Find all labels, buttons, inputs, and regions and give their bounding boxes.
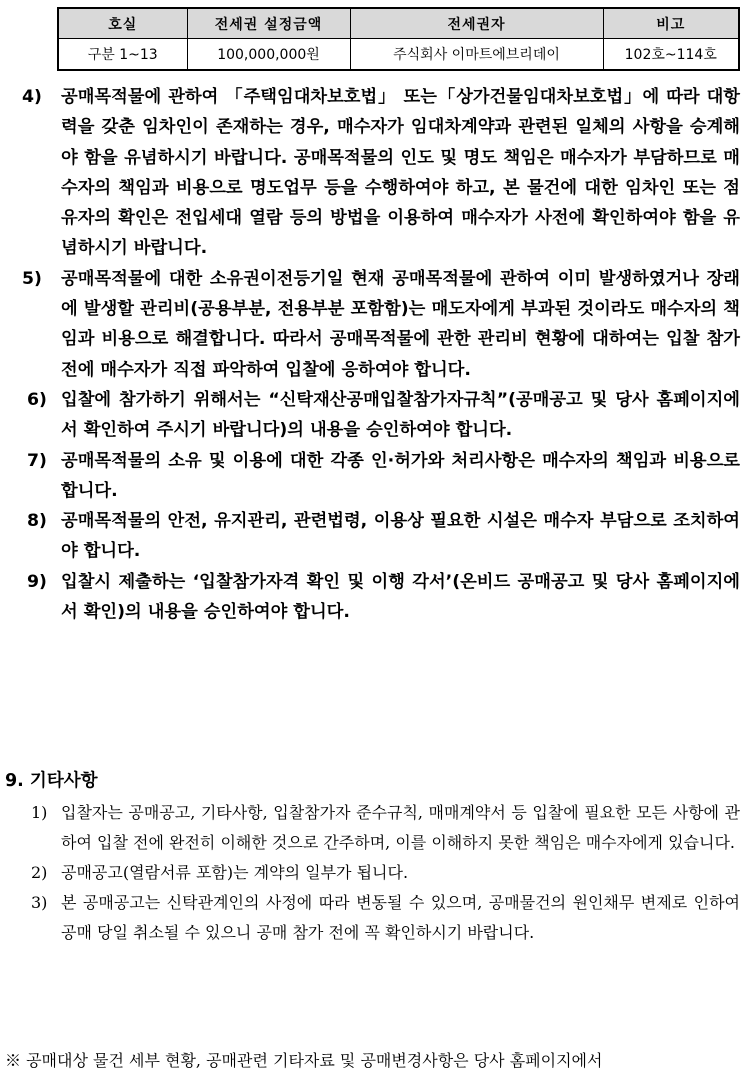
list-item xyxy=(0,385,747,446)
item-number: 1) xyxy=(31,803,48,822)
lease-rights-table xyxy=(57,7,740,71)
item-text: 입찰시 제출하는 ‘입찰참가자격 확인 및 이행 각서’(온비드 공매공고 및 당사 홈페이지에서 확인)의 내용을 승인하여야 합니다. xyxy=(61,571,740,623)
list-item xyxy=(0,858,747,888)
item-text: 입찰에 참가하기 위해서는 “신탁재산공매입찰참가자규칙”(공매공고 및 당사 홈페이지에서 확인하여 주시기 바랍니다)의 내용을 승인하여야 합니다. xyxy=(61,389,740,441)
item-text: 공매목적물의 안전, 유지관리, 관련법령, 이용상 필요한 시설은 매수자 부담으로 조치하여야 합니다. xyxy=(61,511,740,562)
cell-lease-amount: 100,000,000원 xyxy=(187,39,350,71)
item-number: 3) xyxy=(31,893,48,912)
bidding-conditions-list xyxy=(0,82,747,627)
item-text: 본 공매공고는 신탁관계인의 사정에 따라 변동될 수 있으며, 공매물건의 원인채무 변제로 인하여 공매 당일 취소될 수 있으니 공매 참가 전에 꼭 확인하시기 바랍니다. xyxy=(61,893,740,942)
item-text: 공매목적물에 대한 소유권이전등기일 현재 공매목적물에 관하여 이미 발생하였거나 장래에 발생할 관리비(공용부분, 전용부분 포함함)는 매도자에게 부과된 것이라도 매수자의 책임과 비용으로 해결합니다. 따라서 공매목적물에 관한 관리비 현황에 대하여는 입찰 참가 전에 매수자가 직접 파악하여 입찰에 응하여야 합니다. xyxy=(61,268,740,380)
item-number: 2) xyxy=(31,863,48,882)
list-item xyxy=(0,82,747,264)
list-item xyxy=(0,567,747,628)
item-number: 9) xyxy=(27,571,47,592)
item-number: 5) xyxy=(22,268,42,289)
item-text: 공매목적물에 관하여 「주택임대차보호법」 또는「상가건물임대차보호법」에 따라 대항력을 갖춘 임차인이 존재하는 경우, 매수자가 임대차계약과 관련된 일체의 사항을 승계해야 함을 유념하시기 바랍니다. 공매목적물의 인도 및 명도 책임은 매수자가 부담하므로 매수자의 책임과 비용으로 명도업무 등을 수행하여야 하고, 본 물건에 대한 임차인 또는 점유자의 확인은 전입세대 열람 등의 방법을 이용하여 매수자가 사전에 확인하여야 함을 유념하시기 바랍니다. xyxy=(61,87,740,259)
cell-remarks: 102호~114호 xyxy=(603,39,739,71)
list-item xyxy=(0,798,747,858)
item-text: 공매목적물의 소유 및 이용에 대한 각종 인·허가와 처리사항은 매수자의 책임과 비용으로 합니다. xyxy=(61,450,740,501)
item-text: 공매공고(열람서류 포함)는 계약의 일부가 됩니다. xyxy=(61,863,409,882)
table-row xyxy=(58,39,739,71)
cell-leaseholder: 주식회사 이마트에브리데이 xyxy=(350,39,603,71)
list-item xyxy=(0,446,747,507)
list-item xyxy=(0,264,747,385)
header-leaseholder: 전세권자 xyxy=(350,8,603,39)
header-remarks: 비고 xyxy=(603,8,739,39)
section-heading-other-matters: 9. 기타사항 xyxy=(5,771,98,791)
item-number: 4) xyxy=(22,87,42,107)
list-item xyxy=(0,888,747,948)
item-number: 8) xyxy=(27,511,47,532)
list-item xyxy=(0,506,747,567)
other-matters-list xyxy=(0,798,747,948)
footnote: ※ 공매대상 물건 세부 현황, 공매관련 기타자료 및 공매변경사항은 당사 홈페이지에서 xyxy=(5,1051,603,1070)
item-text: 입찰자는 공매공고, 기타사항, 입찰참가자 준수규칙, 매매계약서 등 입찰에 필요한 모든 사항에 관하여 입찰 전에 완전히 이해한 것으로 간주하며, 이를 이해하지 못한 책임은 매수자에게 있습니다. xyxy=(61,803,740,852)
header-unit: 호실 xyxy=(58,8,187,39)
cell-unit: 구분 1~13 xyxy=(58,39,187,71)
table-header-row xyxy=(58,8,739,39)
item-number: 7) xyxy=(27,450,47,471)
item-number: 6) xyxy=(27,389,47,410)
header-lease-amount: 전세권 설정금액 xyxy=(187,8,350,39)
